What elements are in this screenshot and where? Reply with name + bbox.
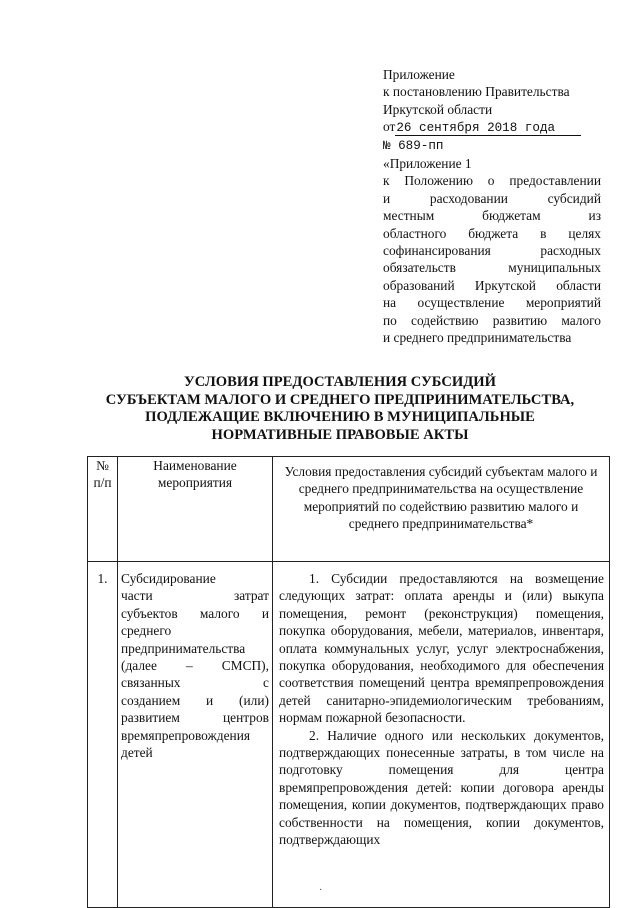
header-number-line: № [96, 458, 109, 473]
appendix-line: софинансирования расходных [383, 243, 601, 259]
row-conditions [273, 562, 610, 908]
appendix-line: на осуществление мероприятий [383, 295, 601, 311]
appendix-subtitle: «Приложение 1 [383, 156, 472, 172]
appendix-line: Иркутской области [383, 101, 493, 117]
page-mark: · [319, 885, 323, 896]
title-line: СУБЪЕКТАМ МАЛОГО И СРЕДНЕГО ПРЕДПРИНИМАТЕЛЬСТВА, [105, 391, 575, 408]
header-number [88, 457, 118, 562]
row-name-line: созданием и (или) [121, 692, 269, 708]
table-header-row [88, 457, 610, 562]
row-name-line: предпринимательства [121, 640, 246, 656]
date-value: 26 сентября 2018 года [395, 121, 581, 136]
appendix-line: к постановлению Правительства [383, 84, 570, 100]
appendix-line: по содействию развитию малого [383, 312, 601, 328]
appendix-line: обязательств муниципальных [383, 260, 601, 276]
row-name-line: (далее – СМСП), [121, 658, 269, 674]
appendix-block [383, 66, 601, 347]
header-name-line: мероприятия [157, 475, 233, 491]
appendix-date [383, 118, 601, 137]
row-name-line: развитием центров [121, 710, 269, 726]
row-name-line: Субсидирование [121, 571, 216, 586]
row-name [118, 562, 273, 908]
appendix-line: и среднего предпринимательства [383, 330, 572, 346]
title-line: УСЛОВИЯ ПРЕДОСТАВЛЕНИЯ СУБСИДИЙ [184, 374, 496, 390]
title-line: НОРМАТИВНЫЕ ПРАВОВЫЕ АКТЫ [211, 426, 469, 443]
row-name-line: части затрат [121, 588, 269, 604]
row-name-line: субъектов малого и [121, 605, 269, 621]
appendix-line: местным бюджетам из [383, 208, 601, 224]
row-name-line: времяпрепровождения [121, 727, 251, 743]
row-name-line: среднего [121, 623, 172, 639]
header-number-line: п/п [93, 475, 112, 491]
row-name-line: связанных с [121, 675, 269, 691]
appendix-line: областного бюджета в целях [383, 225, 601, 241]
table-row [88, 562, 610, 908]
appendix-line: к Положению о предоставлении [383, 173, 601, 189]
title-line: ПОДЛЕЖАЩИЕ ВКЛЮЧЕНИЮ В МУНИЦИПАЛЬНЫЕ [145, 409, 535, 426]
conditions-table [87, 456, 610, 908]
appendix-line: Приложение [383, 67, 455, 82]
header-name-line: Наименование [153, 458, 237, 473]
date-prefix: от [383, 119, 396, 135]
document-title [60, 374, 620, 444]
decree-number: № 689-пп [383, 138, 444, 153]
condition-paragraph: 1. Субсидии предоставляются на возмещение следующих затрат: оплата аренды и (или) выкупа помещения, ремонт (реконструкция) помещения, покупка оборудования, мебели, материалов, инвентаря, оплата коммунальных услуг, услуг электроснабжения, покупка оборудования, необходимого для обеспечения соответствия помещений центра времяпрепровождения детей санитарно-эпидемиологическим требованиям, нормам пожарной безопасности. [279, 571, 604, 726]
condition-paragraph: 2. Наличие одного или нескольких документов, подтверждающих понесенные затраты, в том числе на подготовку помещения для центра времяпрепровождения детей: копии договора аренды помещения, копии документов, подтверждающих право собственности на помещения, копии документов, подтверждающих [279, 727, 604, 848]
header-conditions: Условия предоставления субсидий субъектам малого и среднего предпринимательства на осуществление мероприятий по содействию развитию малого и среднего предпринимательства* [273, 457, 610, 562]
row-name-line: детей [121, 745, 153, 761]
appendix-line: образований Иркутской области [383, 277, 601, 293]
header-name [118, 457, 273, 562]
appendix-line: и расходовании субсидий [383, 190, 601, 206]
row-number: 1. [88, 562, 118, 908]
